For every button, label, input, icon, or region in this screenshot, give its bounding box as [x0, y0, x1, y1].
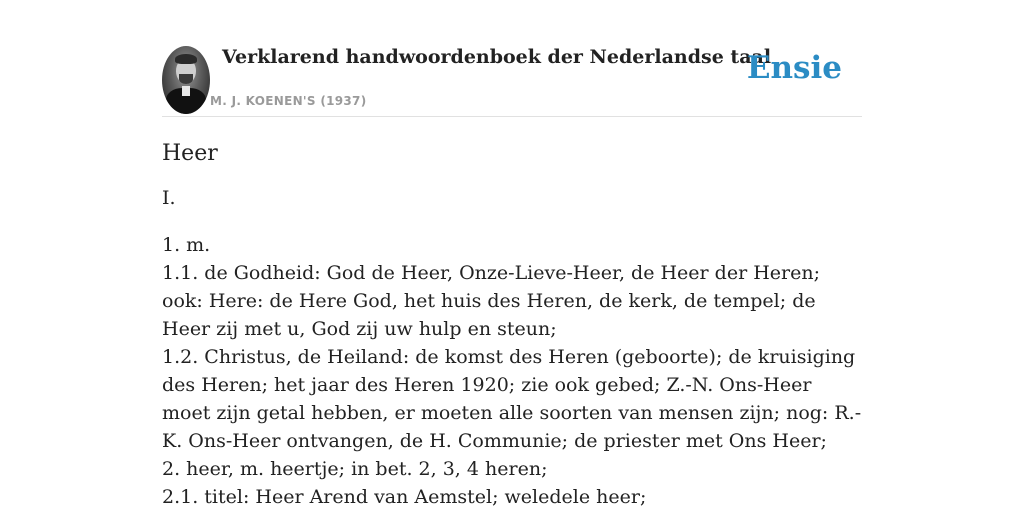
sense-item: 1.1. de Godheid: God de Heer, Onze-Lieve-Heer, de Heer der Heren; ook: Here: de Here God, het huis des Heren, de kerk, de tempel; de Heer zij met u, God zij uw hulp en steun;: [162, 262, 820, 340]
sense-item: 2.1. titel: Heer Arend van Aemstel; weledele heer;: [162, 486, 647, 508]
sense-item: 1.2. Christus, de Heiland: de komst des Heren (geboorte); de kruisiging des Heren; het jaar des Heren 1920; zie ook gebed; Z.-N. Ons-Heer moet zijn getal hebben, er moeten alle soorten van mensen zijn; nog: R.-K. Ons-Heer ontvangen, de H. Communie; de priester met Ons Heer;: [162, 346, 862, 452]
sense-item: 2. heer, m. heertje; in bet. 2, 3, 4 heren;: [162, 458, 548, 480]
author-portrait: [162, 46, 210, 114]
entry-content: [162, 138, 862, 511]
header: [162, 44, 862, 117]
author-label: M. J. KOENEN'S (1937): [210, 94, 367, 108]
sense-list: [162, 231, 862, 511]
book-title: Verklarend handwoordenboek der Nederlandse taal: [222, 46, 772, 68]
entry-numeral: I.: [162, 187, 176, 209]
brand-logo-link[interactable]: Ensie: [746, 50, 842, 86]
portrait-collar: [182, 86, 190, 96]
entry-headword: Heer: [162, 141, 218, 166]
sense-item: 1. m.: [162, 234, 211, 256]
portrait-hair: [175, 54, 197, 64]
portrait-beard: [179, 74, 193, 84]
